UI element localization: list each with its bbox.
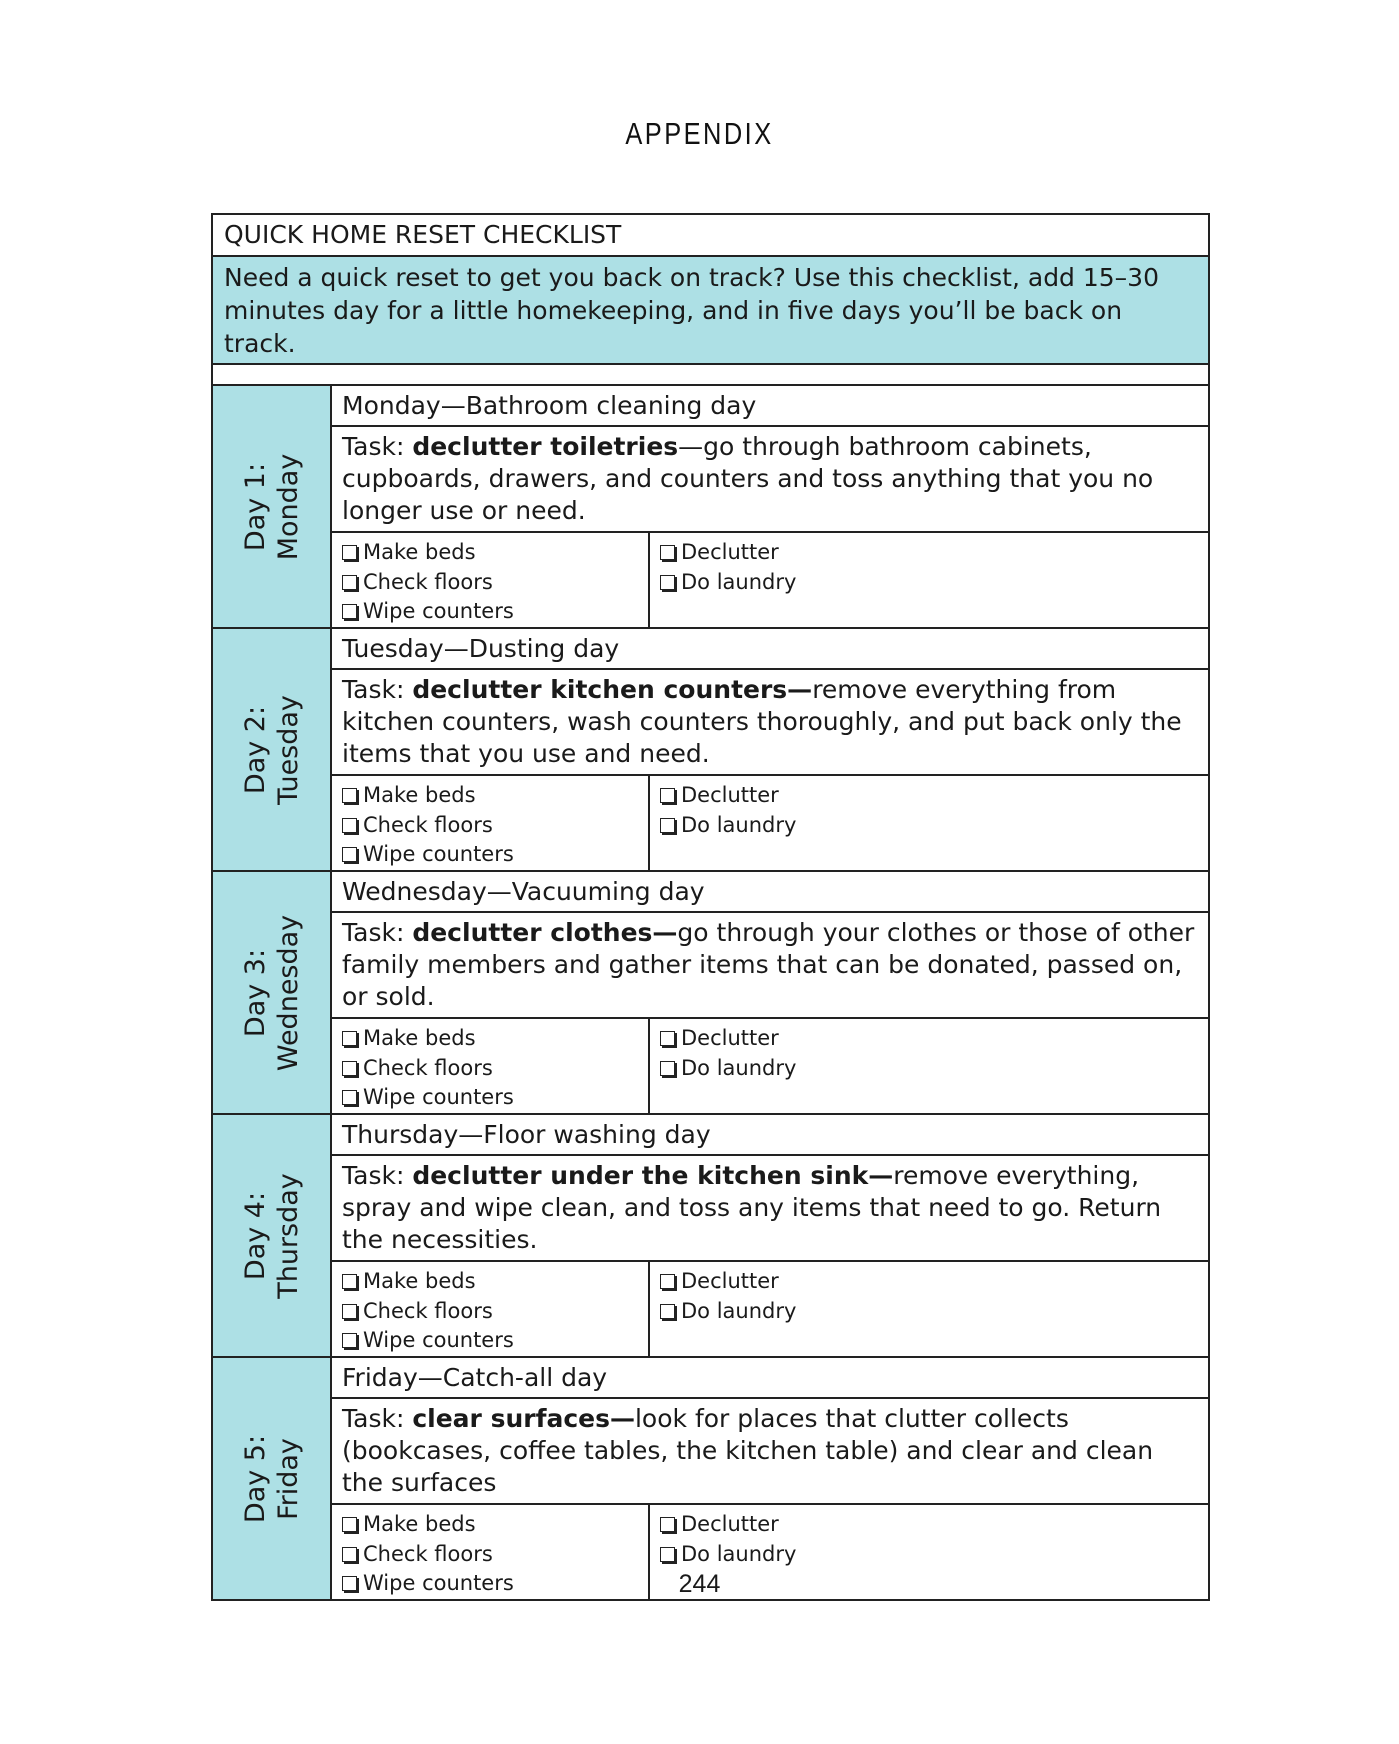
- task-description: remove everything from kitchen counters, wash counters thoroughly, and put back only the items that you use and need.: [342, 675, 1182, 768]
- checkbox-icon[interactable]: [342, 1517, 357, 1532]
- task-prefix: Task:: [342, 675, 413, 704]
- checklist-item-label: Wipe counters: [363, 842, 514, 866]
- day-label: [213, 629, 332, 870]
- day-title: Tuesday—Dusting day: [332, 629, 1208, 670]
- checkbox-icon[interactable]: [342, 545, 357, 560]
- checklist-item-label: Declutter: [681, 1269, 779, 1293]
- checklist-item[interactable]: [660, 1510, 1208, 1540]
- day-row: [213, 386, 1208, 629]
- day-label: [213, 1358, 332, 1599]
- checklist-column-right: [650, 1262, 1208, 1356]
- day-weekday: Tuesday: [272, 694, 304, 805]
- day-number: Day 4:: [239, 1191, 271, 1280]
- day-task: [332, 913, 1208, 1019]
- day-checklist: [332, 1019, 1208, 1113]
- day-label-text: [239, 695, 305, 805]
- day-checklist: [332, 533, 1208, 627]
- checklist-item[interactable]: [342, 1024, 648, 1054]
- checklist-item-label: Declutter: [681, 1512, 779, 1536]
- day-body: [332, 629, 1208, 870]
- checklist-item-label: Make beds: [363, 1512, 476, 1536]
- day-number: Day 1:: [239, 462, 271, 551]
- task-prefix: Task:: [342, 432, 413, 461]
- task-prefix: Task:: [342, 1404, 413, 1433]
- checklist-item-label: Make beds: [363, 540, 476, 564]
- day-body: [332, 872, 1208, 1113]
- day-task: [332, 670, 1208, 776]
- task-description: remove everything, spray and wipe clean, and toss any items that need to go. Return the necessities.: [342, 1161, 1162, 1254]
- task-description: —go through bathroom cabinets, cupboards, drawers, and counters and toss anything that you no longer use or need.: [342, 432, 1154, 525]
- checklist-title: QUICK HOME RESET CHECKLIST: [213, 215, 1208, 257]
- checkbox-icon[interactable]: [342, 1061, 357, 1076]
- checklist-intro: Need a quick reset to get you back on track? Use this checklist, add 15–30 minutes day for a little homekeeping, and in five days you’ll be back on track.: [213, 257, 1208, 365]
- day-task: [332, 1399, 1208, 1505]
- task-name: declutter toiletries: [412, 432, 679, 461]
- day-number: Day 3:: [239, 948, 271, 1037]
- checklist-item[interactable]: [660, 811, 1208, 841]
- checklist-item-label: Make beds: [363, 1269, 476, 1293]
- checklist-item[interactable]: [660, 1054, 1208, 1084]
- checkbox-icon[interactable]: [342, 1333, 357, 1348]
- checklist-item-label: Check floors: [363, 569, 493, 594]
- checklist-item[interactable]: [342, 1326, 648, 1356]
- checklist-item-label: Do laundry: [681, 569, 797, 594]
- day-label: [213, 872, 332, 1113]
- checkbox-icon[interactable]: [342, 1274, 357, 1289]
- checklist-item-label: Check floors: [363, 1055, 493, 1080]
- day-checklist: [332, 1262, 1208, 1356]
- checkbox-icon[interactable]: [660, 1517, 675, 1532]
- checkbox-icon[interactable]: [342, 818, 357, 833]
- checklist-item-label: Do laundry: [681, 812, 797, 837]
- day-task: [332, 427, 1208, 533]
- day-label: [213, 1115, 332, 1356]
- checklist-item[interactable]: [660, 781, 1208, 811]
- checkbox-icon[interactable]: [660, 1031, 675, 1046]
- checklist-column-right: [650, 1019, 1208, 1113]
- checklist-item-label: Check floors: [363, 812, 493, 837]
- task-name: declutter under the kitchen sink—: [412, 1161, 894, 1190]
- checklist-column-left: [332, 533, 650, 627]
- day-row: [213, 1358, 1208, 1599]
- task-prefix: Task:: [342, 1161, 413, 1190]
- checklist-item-label: Wipe counters: [363, 1085, 514, 1109]
- day-weekday: Monday: [272, 453, 304, 560]
- task-name: clear surfaces—: [412, 1404, 635, 1433]
- page-section-heading: APPENDIX: [625, 116, 774, 151]
- checklist-item-label: Wipe counters: [363, 599, 514, 623]
- day-number: Day 5:: [239, 1434, 271, 1523]
- reset-checklist-table: [211, 213, 1210, 1601]
- checklist-item[interactable]: [342, 1510, 648, 1540]
- checklist-item[interactable]: [660, 1267, 1208, 1297]
- checklist-item[interactable]: [342, 781, 648, 811]
- checkbox-icon[interactable]: [342, 1547, 357, 1562]
- day-weekday: Wednesday: [272, 914, 304, 1071]
- checkbox-icon[interactable]: [660, 1274, 675, 1289]
- checkbox-icon[interactable]: [342, 1090, 357, 1105]
- day-title: Wednesday—Vacuuming day: [332, 872, 1208, 913]
- checklist-item[interactable]: [660, 1024, 1208, 1054]
- day-body: [332, 1115, 1208, 1356]
- day-label-text: [239, 914, 305, 1070]
- day-title: Thursday—Floor washing day: [332, 1115, 1208, 1156]
- checklist-item-label: Make beds: [363, 1026, 476, 1050]
- checklist-item[interactable]: [342, 597, 648, 627]
- task-name: declutter kitchen counters—: [412, 675, 813, 704]
- checklist-column-left: [332, 776, 650, 870]
- task-prefix: Task:: [342, 918, 413, 947]
- checkbox-icon[interactable]: [342, 1304, 357, 1319]
- checkbox-icon[interactable]: [660, 545, 675, 560]
- checklist-column-left: [332, 1019, 650, 1113]
- checklist-item-label: Declutter: [681, 783, 779, 807]
- checkbox-icon[interactable]: [342, 788, 357, 803]
- day-label-text: [239, 1173, 305, 1299]
- task-description: go through your clothes or those of other family members and gather items that can be donated, passed on, or sold.: [342, 918, 1195, 1011]
- checklist-item[interactable]: [342, 840, 648, 870]
- day-weekday: Friday: [272, 1437, 304, 1520]
- checklist-column-right: [650, 533, 1208, 627]
- day-checklist: [332, 776, 1208, 870]
- checklist-item-label: Wipe counters: [363, 1328, 514, 1352]
- checklist-item[interactable]: [342, 1297, 648, 1327]
- checkbox-icon[interactable]: [342, 575, 357, 590]
- checklist-item-label: Declutter: [681, 540, 779, 564]
- checklist-item[interactable]: [342, 1083, 648, 1113]
- day-body: [332, 1358, 1208, 1599]
- checkbox-icon[interactable]: [660, 1547, 675, 1562]
- day-row: [213, 872, 1208, 1115]
- checklist-column-right: [650, 776, 1208, 870]
- checklist-item[interactable]: [342, 1540, 648, 1570]
- checklist-item-label: Do laundry: [681, 1541, 797, 1566]
- checklist-item-label: Do laundry: [681, 1298, 797, 1323]
- checklist-item-label: Declutter: [681, 1026, 779, 1050]
- day-title: Monday—Bathroom cleaning day: [332, 386, 1208, 427]
- checklist-item[interactable]: [660, 538, 1208, 568]
- checklist-item-label: Make beds: [363, 783, 476, 807]
- page-number: 244: [678, 1570, 721, 1598]
- day-label: [213, 386, 332, 627]
- checklist-item-label: Do laundry: [681, 1055, 797, 1080]
- checklist-item[interactable]: [342, 538, 648, 568]
- checkbox-icon[interactable]: [660, 1061, 675, 1076]
- day-label-text: [239, 453, 305, 560]
- checklist-item[interactable]: [342, 568, 648, 598]
- task-description: look for places that clutter collects (bookcases, coffee tables, the kitchen table) and clear and clean the surfaces: [342, 1404, 1154, 1497]
- task-name: declutter clothes—: [412, 918, 678, 947]
- day-weekday: Thursday: [272, 1172, 304, 1299]
- checkbox-icon[interactable]: [660, 788, 675, 803]
- day-label-text: [239, 1434, 305, 1522]
- checkbox-icon[interactable]: [342, 604, 357, 619]
- day-title: Friday—Catch-all day: [332, 1358, 1208, 1399]
- checklist-column-left: [332, 1262, 650, 1356]
- checklist-item-label: Check floors: [363, 1541, 493, 1566]
- day-row: [213, 1115, 1208, 1358]
- checklist-item-label: Check floors: [363, 1298, 493, 1323]
- checkbox-icon[interactable]: [660, 1304, 675, 1319]
- checklist-item[interactable]: [342, 1054, 648, 1084]
- checklist-item[interactable]: [660, 1297, 1208, 1327]
- day-row: [213, 629, 1208, 872]
- day-task: [332, 1156, 1208, 1262]
- checklist-item[interactable]: [660, 1540, 1208, 1570]
- day-number: Day 2:: [239, 705, 271, 794]
- checklist-item[interactable]: [342, 811, 648, 841]
- checkbox-icon[interactable]: [660, 575, 675, 590]
- checkbox-icon[interactable]: [342, 1031, 357, 1046]
- table-spacer-row: [213, 365, 1208, 386]
- day-body: [332, 386, 1208, 627]
- checkbox-icon[interactable]: [660, 818, 675, 833]
- checklist-item[interactable]: [660, 568, 1208, 598]
- checklist-item[interactable]: [342, 1267, 648, 1297]
- checklist-item-label: Wipe counters: [363, 1571, 514, 1595]
- day-rows: [213, 386, 1208, 1599]
- checkbox-icon[interactable]: [342, 847, 357, 862]
